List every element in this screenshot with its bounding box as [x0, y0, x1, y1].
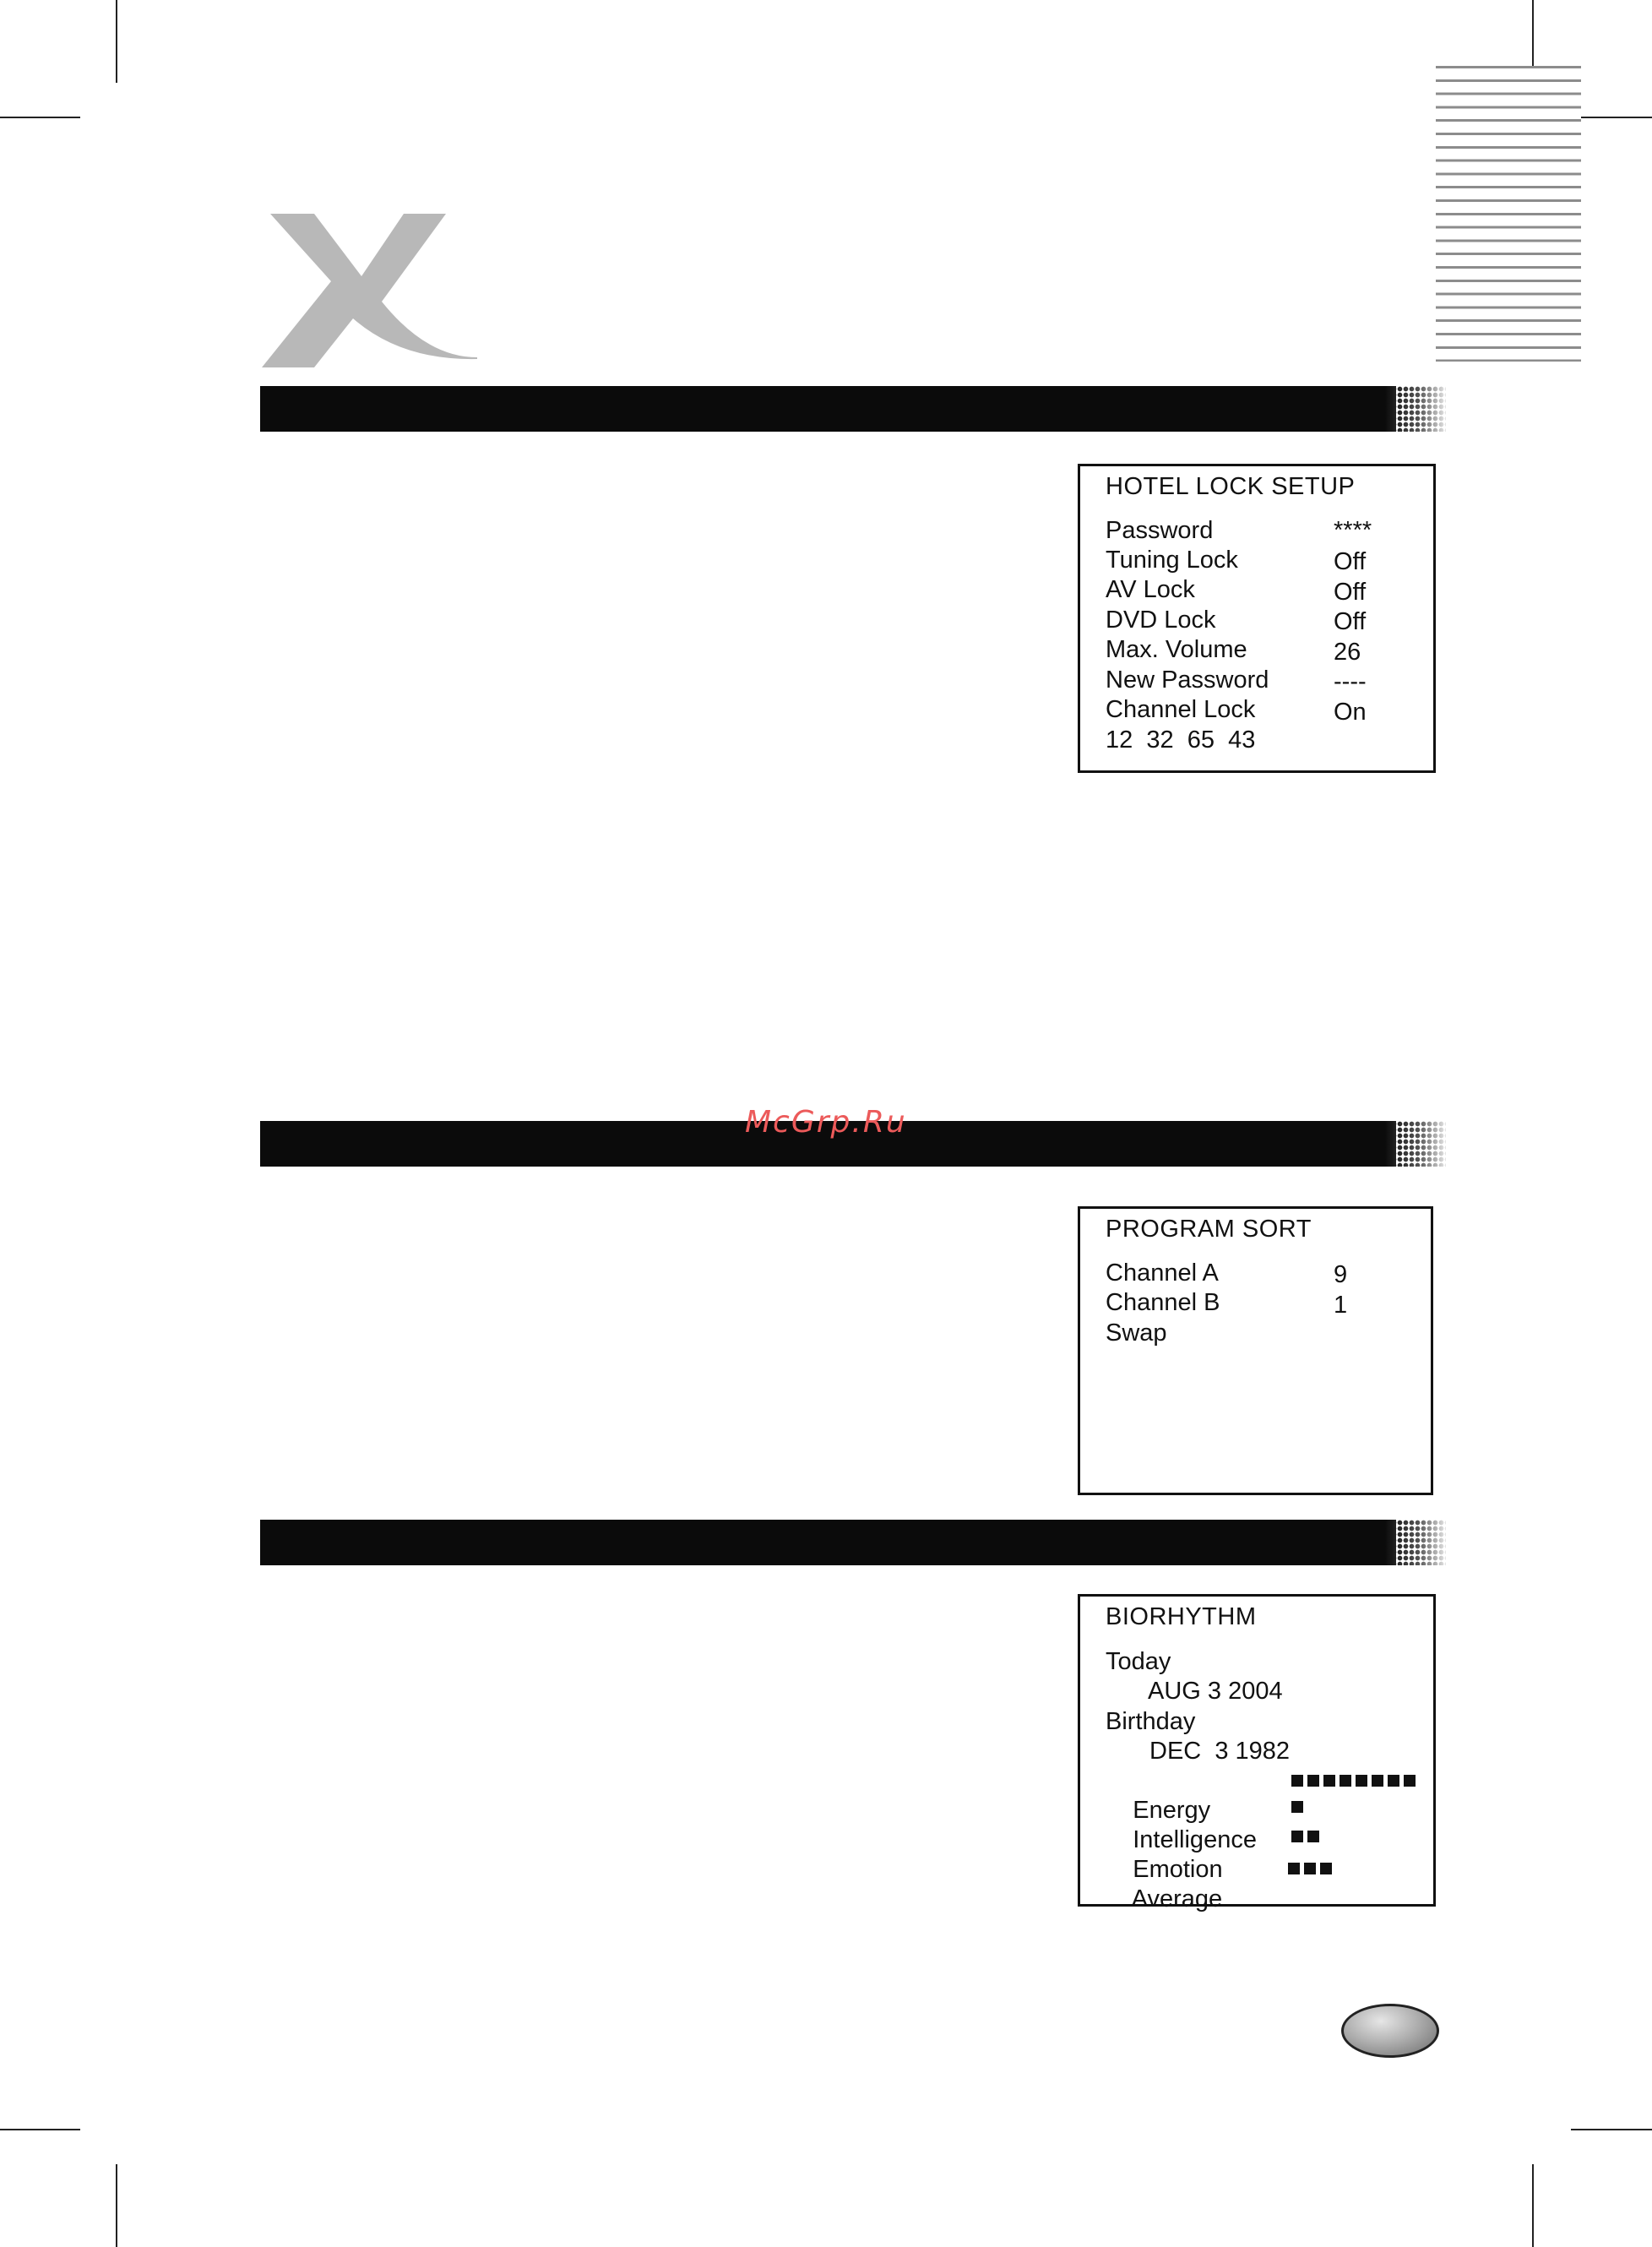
meter-row — [1106, 1825, 1426, 1883]
panel-title: BIORHYTHM — [1106, 1603, 1257, 1630]
crop-mark — [1571, 117, 1652, 118]
menu-label: Max. Volume — [1106, 636, 1247, 663]
birthday-label: Birthday — [1106, 1708, 1196, 1735]
meter-row — [1106, 1766, 1426, 1824]
level-block — [1372, 1775, 1383, 1787]
panel-title: PROGRAM SORT — [1106, 1216, 1312, 1243]
level-block — [1307, 1831, 1319, 1842]
menu-value: Off — [1334, 608, 1367, 635]
level-block — [1356, 1775, 1367, 1787]
hotel-lock-setup-panel — [1078, 464, 1436, 773]
menu-value: Off — [1334, 579, 1367, 606]
crop-mark — [0, 2129, 80, 2130]
meter-row — [1106, 1796, 1426, 1853]
meter-label: Emotion — [1133, 1856, 1223, 1883]
section-header-bar — [260, 386, 1396, 432]
crop-mark — [116, 0, 117, 83]
level-block — [1288, 1863, 1300, 1874]
meter-label: Energy — [1133, 1797, 1211, 1824]
menu-label: New Password — [1106, 666, 1269, 694]
level-block — [1323, 1775, 1335, 1787]
menu-value: Off — [1334, 548, 1367, 575]
panel-title: HOTEL LOCK SETUP — [1106, 473, 1356, 500]
menu-value: On — [1334, 699, 1367, 726]
meter-label: Average — [1131, 1885, 1223, 1912]
level-block — [1307, 1775, 1319, 1787]
meter-row — [1106, 1855, 1426, 1912]
channel-list: 12 32 65 43 — [1106, 726, 1256, 754]
level-block — [1291, 1801, 1303, 1813]
section-header-bar — [260, 1520, 1396, 1565]
menu-value: 9 — [1334, 1261, 1348, 1288]
level-block — [1304, 1863, 1316, 1874]
meter-blocks — [1291, 1831, 1319, 1842]
menu-label: Tuning Lock — [1106, 547, 1238, 574]
crop-mark — [0, 117, 80, 118]
meter-label: Intelligence — [1133, 1826, 1257, 1853]
decorative-stripes — [1436, 66, 1581, 362]
menu-label: AV Lock — [1106, 576, 1195, 603]
level-block — [1320, 1863, 1332, 1874]
menu-label: Password — [1106, 517, 1214, 544]
menu-label: Channel A — [1106, 1260, 1219, 1287]
meter-blocks — [1288, 1863, 1332, 1874]
page-number-badge — [1341, 2004, 1439, 2058]
birthday-date: DEC 3 1982 — [1149, 1738, 1291, 1765]
menu-value: 26 — [1334, 639, 1361, 666]
menu-value: **** — [1334, 517, 1372, 544]
program-sort-panel — [1078, 1206, 1433, 1495]
level-block — [1404, 1775, 1416, 1787]
brand-logo-icon — [253, 207, 481, 367]
crop-mark — [116, 2164, 117, 2247]
menu-label: Swap — [1106, 1319, 1167, 1347]
level-block — [1291, 1831, 1303, 1842]
today-date: AUG 3 2004 — [1148, 1678, 1283, 1705]
crop-mark — [1532, 2164, 1534, 2247]
biorhythm-panel — [1078, 1594, 1436, 1912]
menu-label: Channel B — [1106, 1289, 1220, 1316]
watermark-text: McGrp.Ru — [745, 1105, 907, 1140]
menu-label: Channel Lock — [1106, 696, 1256, 723]
today-label: Today — [1106, 1648, 1171, 1675]
meter-blocks — [1291, 1775, 1416, 1787]
level-block — [1388, 1775, 1399, 1787]
menu-value: 1 — [1334, 1292, 1348, 1319]
meter-blocks — [1291, 1801, 1303, 1813]
menu-label: DVD Lock — [1106, 607, 1216, 634]
level-block — [1340, 1775, 1351, 1787]
menu-value: ---- — [1334, 668, 1367, 695]
crop-mark — [1571, 2129, 1652, 2130]
level-block — [1291, 1775, 1303, 1787]
